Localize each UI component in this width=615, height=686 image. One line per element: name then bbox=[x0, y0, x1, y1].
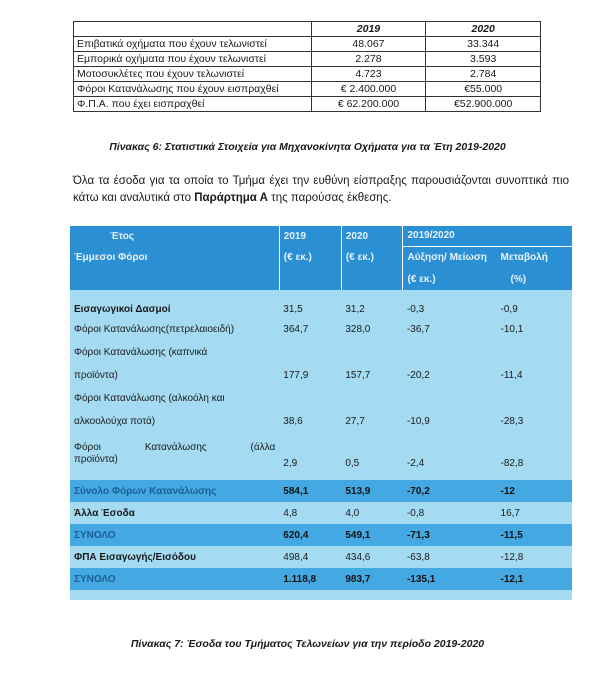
header-2020: 2020 bbox=[341, 226, 403, 246]
table-row bbox=[74, 82, 541, 97]
value-percent: -11,5 bbox=[497, 524, 572, 546]
value-2019: 584,1 bbox=[279, 480, 341, 502]
header-cell-2019: 2019 bbox=[311, 22, 426, 37]
table-header-row bbox=[70, 268, 572, 290]
header-indirect-taxes: Έμμεσοι Φόροι bbox=[70, 246, 279, 268]
row-label: ΣΥΝΟΛΟ bbox=[70, 524, 279, 546]
paragraph-text-end: της παρούσας έκθεσης. bbox=[267, 192, 392, 204]
header-unit-2020: (€ εκ.) bbox=[341, 246, 403, 268]
value-2019: € 62.200.000 bbox=[311, 97, 426, 112]
customs-revenue-table bbox=[70, 226, 572, 590]
row-label: Μοτοσυκλέτες που έχουν τελωνιστεί bbox=[74, 67, 312, 82]
value-2020: 4,0 bbox=[341, 502, 403, 524]
value-2019: € 2.400.000 bbox=[311, 82, 426, 97]
value-2019: 1.118,8 bbox=[279, 568, 341, 590]
row-label: Άλλα Έσοδα bbox=[70, 502, 279, 524]
value-percent: -12,1 bbox=[497, 568, 572, 590]
body-paragraph bbox=[73, 173, 569, 207]
table-row-continued bbox=[70, 432, 572, 454]
value-diff: -63,8 bbox=[403, 546, 497, 568]
value-2019: 498,4 bbox=[279, 546, 341, 568]
value-diff: -70,2 bbox=[403, 480, 497, 502]
header-unit-diff: (€ εκ.) bbox=[403, 268, 497, 290]
table-row bbox=[74, 67, 541, 82]
value-percent: -12,8 bbox=[497, 546, 572, 568]
empty-cell bbox=[279, 340, 572, 364]
value-percent: -12 bbox=[497, 480, 572, 502]
value-2020: 31,2 bbox=[341, 300, 403, 318]
table-row-total bbox=[70, 524, 572, 546]
value-diff: -71,3 bbox=[403, 524, 497, 546]
row-label: Σύνολο Φόρων Κατανάλωσης bbox=[70, 480, 279, 502]
customs-revenue-table-panel bbox=[70, 226, 572, 600]
paragraph-text: Όλα τα έσοδα για τα οποία το Τμήμα έχει την ευθύνη είσπραξης παρουσιάζονται συνοπτικά πιο κάτω και αναλυτικά στο bbox=[73, 175, 569, 204]
value-percent: -82,8 bbox=[497, 454, 572, 472]
value-percent: 16,7 bbox=[497, 502, 572, 524]
value-2020: 3.593 bbox=[426, 52, 541, 67]
header-2019: 2019 bbox=[279, 226, 341, 246]
value-2020: 434,6 bbox=[341, 546, 403, 568]
value-percent: -11,4 bbox=[497, 364, 572, 386]
table-header-row bbox=[74, 22, 541, 37]
table7-caption: Πίνακας 7: Έσοδα του Τμήματος Τελωνείων για την περίοδο 2019-2020 bbox=[130, 638, 485, 650]
table-header-row bbox=[70, 226, 572, 246]
value-diff: -0,3 bbox=[403, 300, 497, 318]
value-2019: 2,9 bbox=[279, 454, 341, 472]
value-2020: €52.900.000 bbox=[426, 97, 541, 112]
table6-caption: Πίνακας 6: Στατιστικά Στοιχεία για Μηχανοκίνητα Οχήματα για τα Έτη 2019-2020 bbox=[109, 141, 506, 153]
header-unit-2019: (€ εκ.) bbox=[279, 246, 341, 268]
table-header-row bbox=[70, 246, 572, 268]
value-percent: -0,9 bbox=[497, 300, 572, 318]
header-cell-2020: 2020 bbox=[426, 22, 541, 37]
value-2020: 157,7 bbox=[341, 364, 403, 386]
row-label: Επιβατικά οχήματα που έχουν τελωνιστεί bbox=[74, 37, 312, 52]
value-2020: 328,0 bbox=[341, 318, 403, 340]
table-row bbox=[70, 364, 572, 386]
table-row bbox=[74, 52, 541, 67]
table-row-grand-total bbox=[70, 568, 572, 590]
header-empty bbox=[279, 268, 341, 290]
empty-cell bbox=[279, 432, 572, 454]
row-label: Φ.Π.Α. που έχει εισπραχθεί bbox=[74, 97, 312, 112]
value-2020: 0,5 bbox=[341, 454, 403, 472]
value-2020: 2.784 bbox=[426, 67, 541, 82]
table-row bbox=[70, 454, 572, 472]
header-unit-percent: (%) bbox=[497, 268, 572, 290]
header-empty bbox=[70, 268, 279, 290]
row-label: ΦΠΑ Εισαγωγής/Εισόδου bbox=[70, 546, 279, 568]
value-2020: 513,9 bbox=[341, 480, 403, 502]
value-2019: 177,9 bbox=[279, 364, 341, 386]
spacer-row bbox=[70, 472, 572, 480]
value-diff: -36,7 bbox=[403, 318, 497, 340]
paragraph-bold-reference: Παράρτημα Α bbox=[194, 192, 268, 204]
value-2020: €55.000 bbox=[426, 82, 541, 97]
row-label: Εμπορικά οχήματα που έχουν τελωνιστεί bbox=[74, 52, 312, 67]
header-increase-decrease: Αύξηση/ Μείωση bbox=[403, 246, 497, 268]
value-2020: 27,7 bbox=[341, 410, 403, 432]
value-2019: 2.278 bbox=[311, 52, 426, 67]
table-row bbox=[70, 300, 572, 318]
value-2019: 4.723 bbox=[311, 67, 426, 82]
row-label: αλκοολούχα ποτά) bbox=[70, 410, 279, 432]
value-2020: 33.344 bbox=[426, 37, 541, 52]
value-percent: -10,1 bbox=[497, 318, 572, 340]
row-label: προϊόντα) bbox=[70, 364, 279, 386]
row-label-line1: Φόροι Κατανάλωσης (καπνικά bbox=[70, 340, 279, 364]
table-row-subtotal bbox=[70, 480, 572, 502]
table-row bbox=[70, 546, 572, 568]
row-label-line1: Φόροι Κατανάλωσης (αλκοόλη και bbox=[70, 386, 279, 410]
table-row bbox=[74, 37, 541, 52]
row-label-line1: Φόροι Κατανάλωσης (άλλα bbox=[70, 432, 279, 454]
header-empty bbox=[341, 268, 403, 290]
value-2019: 364,7 bbox=[279, 318, 341, 340]
value-2019: 620,4 bbox=[279, 524, 341, 546]
vehicle-statistics-table bbox=[73, 21, 541, 112]
value-2020: 549,1 bbox=[341, 524, 403, 546]
value-2019: 48.067 bbox=[311, 37, 426, 52]
row-label: Εισαγωγικοί Δασμοί bbox=[70, 300, 279, 318]
value-diff: -20,2 bbox=[403, 364, 497, 386]
value-2019: 4,8 bbox=[279, 502, 341, 524]
value-percent: -28,3 bbox=[497, 410, 572, 432]
table-row bbox=[70, 410, 572, 432]
table-row bbox=[70, 318, 572, 340]
header-change: Μεταβολή bbox=[497, 246, 572, 268]
header-year: Έτος bbox=[70, 226, 279, 246]
value-diff: -0,8 bbox=[403, 502, 497, 524]
value-diff: -135,1 bbox=[403, 568, 497, 590]
value-2019: 38,6 bbox=[279, 410, 341, 432]
empty-cell bbox=[279, 386, 572, 410]
spacer-row bbox=[70, 290, 572, 300]
row-label: προϊόντα) bbox=[70, 454, 279, 472]
header-cell-empty bbox=[74, 22, 312, 37]
table-row bbox=[74, 97, 541, 112]
row-label: Φόροι Κατανάλωσης(πετρελαιοειδή) bbox=[70, 318, 279, 340]
table-row-continued bbox=[70, 340, 572, 364]
row-label: Φόροι Κατανάλωσης που έχουν εισπραχθεί bbox=[74, 82, 312, 97]
header-group-2019-2020: 2019/2020 bbox=[403, 226, 572, 246]
table-row-continued bbox=[70, 386, 572, 410]
table-row bbox=[70, 502, 572, 524]
value-2020: 983,7 bbox=[341, 568, 403, 590]
value-diff: -2,4 bbox=[403, 454, 497, 472]
value-2019: 31,5 bbox=[279, 300, 341, 318]
row-label: ΣΥΝΟΛΟ bbox=[70, 568, 279, 590]
value-diff: -10,9 bbox=[403, 410, 497, 432]
